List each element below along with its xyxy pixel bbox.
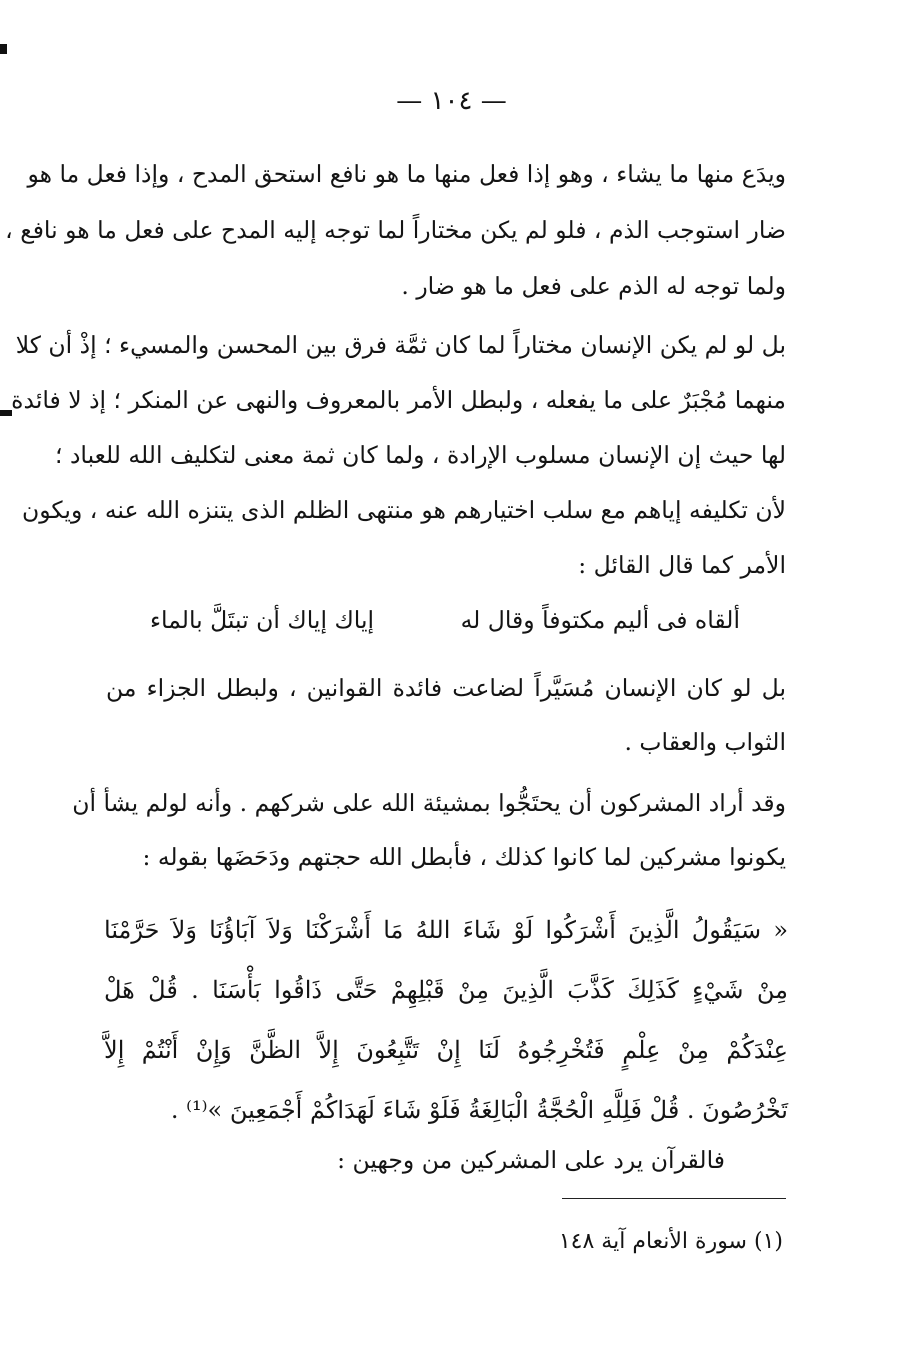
paragraph-1-line-1: ويدَع منها ما يشاء ، وهو إذا فعل منها ما هو نافع استحق المدح ، وإذا فعل ما هو (27, 160, 786, 188)
poem-second-hemistich: إياك إياك أن تبتَلَّ بالماء (150, 606, 375, 634)
paragraph-3-line-2: الثواب والعقاب . (624, 728, 786, 756)
paragraph-1-line-3: ولما توجه له الذم على فعل ما هو ضار . (401, 272, 786, 300)
footnote: (١) سورة الأنعام آية ١٤٨ (558, 1229, 783, 1254)
poem-first-hemistich: ألقاه فى أليم مكتوفاً وقال له (460, 606, 740, 634)
paragraph-4-line-2: يكونوا مشركين لما كانوا كذلك ، فأبطل الله حجتهم ودَحَضَها بقوله : (142, 843, 786, 871)
poem-verse (150, 600, 740, 640)
paragraph-5: فالقرآن يرد على المشركين من وجهين : (337, 1146, 725, 1174)
paragraph-2-line-3: لها حيث إن الإنسان مسلوب الإرادة ، ولما كان ثمة معنى لتكليف الله للعباد ؛ (55, 441, 786, 469)
quran-verse-line-4: تَخْرُصُونَ . قُلْ فَلِلَّهِ الْحُجَّةُ الْبَالِغَةُ فَلَوْ شَاءَ لَهَدَاكُمْ أَجْمَعِينَ »⁽¹⁾ . (170, 1096, 788, 1124)
paragraph-2-line-5: الأمر كما قال القائل : (578, 551, 786, 579)
paragraph-3-line-1: بل لو كان الإنسان مُسَيَّراً لضاعت فائدة القوانين ، ولبطل الجزاء من (106, 674, 786, 702)
paragraph-4-line-1: وقد أراد المشركون أن يحتَجُّوا بمشيئة الله على شركهم . وأنه لولم يشأ أن (72, 789, 786, 817)
quran-verse-line-2: مِنْ شَيْءٍ كَذَلِكَ كَذَّبَ الَّذِينَ مِنْ قَبْلِهِمْ حَتَّى ذَاقُوا بَأْسَنَا . قُلْ هَلْ (104, 976, 788, 1004)
paragraph-1-line-2: ضار استوجب الذم ، فلو لم يكن مختاراً لما توجه إليه المدح على فعل ما هو نافع ، (5, 216, 786, 244)
page-number: — ١٠٤ — (396, 86, 507, 116)
footnote-separator (562, 1198, 786, 1199)
quran-verse-line-3: عِنْدَكُمْ مِنْ عِلْمٍ فَتُخْرِجُوهُ لَنَا إِنْ تَتَّبِعُونَ إِلاَّ الظَّنَّ وَإِنْ أَنْتُمْ إِلاَّ (104, 1036, 788, 1064)
paragraph-2-line-2: منهما مُجْبَرٌ على ما يفعله ، ولبطل الأمر بالمعروف والنهى عن المنكر ؛ إذ لا فائدة (11, 386, 786, 414)
paragraph-2-line-1: بل لو لم يكن الإنسان مختاراً لما كان ثمَّة فرق بين المحسن والمسيء ؛ إذْ أن كلا (15, 331, 786, 359)
quran-verse-line-1: « سَيَقُولُ الَّذِينَ أَشْرَكُوا لَوْ شَاءَ اللهُ مَا أَشْرَكْنَا وَلاَ آبَاؤُنَا وَلاَ حَرَّمْنَا (104, 916, 788, 944)
scan-edge-mark (0, 44, 7, 54)
paragraph-2-line-4: لأن تكليفه إياهم مع سلب اختيارهم هو منتهى الظلم الذى يتنزه الله عنه ، ويكون (22, 496, 786, 524)
